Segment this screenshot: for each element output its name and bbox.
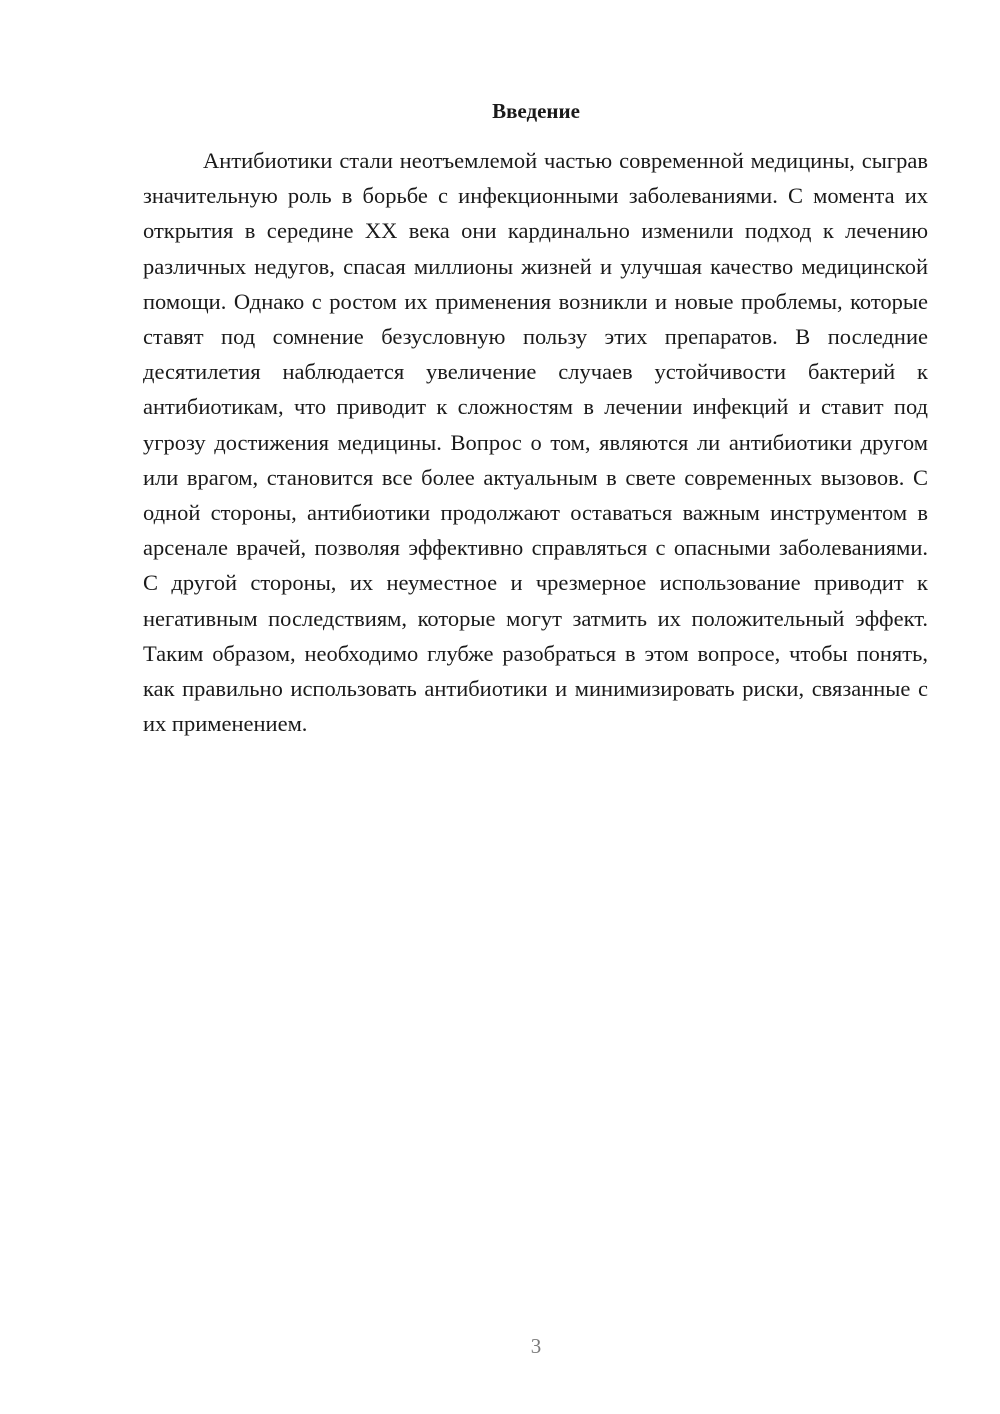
intro-paragraph: Антибиотики стали неотъемлемой частью современной медицины, сыграв значительную роль в борьбе с инфекционными заболеваниями. С момента их открытия в середине XX века они кардинально изменили подход к лечению различных недугов, спасая миллионы жизней и улучшая качество медицинской помощи. Однако с ростом их применения возникли и новые проблемы, которые ставят под сомнение безусловную пользу этих препаратов. В последние десятилетия наблюдается увеличение случаев устойчивости бактерий к антибиотикам, что приводит к сложностям в лечении инфекций и ставит под угрозу достижения медицины. Вопрос о том, являются ли антибиотики другом или врагом, становится все более актуальным в свете современных вызовов. С одной стороны, антибиотики продолжают оставаться важным инструментом в арсенале врачей, позволяя эффективно справляться с опасными заболеваниями. С другой стороны, их неуместное и чрезмерное использование приводит к негативным последствиям, которые могут затмить их положительный эффект. Таким образом, необходимо глубже разобраться в этом вопросе, чтобы понять, как правильно использовать антибиотики и минимизировать риски, связанные с их применением. [143, 148, 928, 737]
page-number: 3 [530, 1334, 542, 1358]
section-heading: Введение [492, 99, 580, 123]
